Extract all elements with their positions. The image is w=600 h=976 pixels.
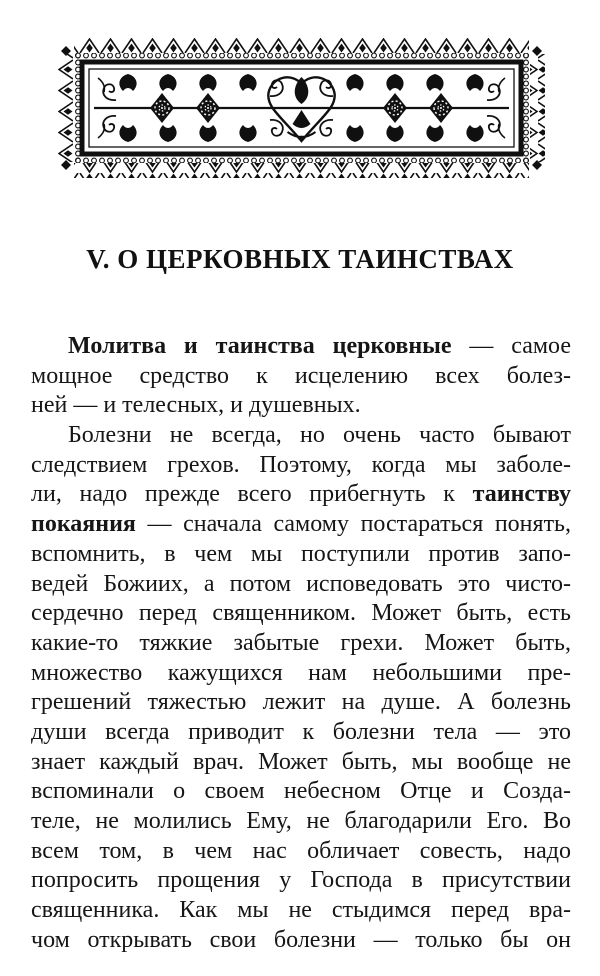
text-line: мощное средство к исцелению всех болез- <box>31 362 571 389</box>
text-line: души всегда приводит к болезни тела — это <box>31 718 571 745</box>
text-line: множество кажущихся нам небольшими пре- <box>31 659 571 686</box>
text-line: всем том, в чем нас обличает совесть, надо <box>31 837 571 864</box>
text-line: священника. Как мы не стыдимся перед вра- <box>31 897 571 924</box>
headpiece-ornament <box>58 38 545 178</box>
text-line: следствием грехов. Поэтому, когда мы заболе- <box>31 451 571 478</box>
text-line: Болезни не всегда, но очень часто бывают <box>68 422 571 449</box>
page-text <box>31 332 571 955</box>
text-line: ведей Божиих, а потом исповедовать это чисто- <box>31 570 571 597</box>
text-line: знает каждый врач. Может быть, мы вообще не <box>31 748 571 775</box>
text-line: вспомнить, в чем мы поступили против запо- <box>31 540 571 567</box>
text-line: попросить прощения у Господа в присутствии <box>31 867 571 894</box>
text-line: грешений тяжестью лежит на душе. А болезнь <box>31 689 571 716</box>
text-line: покаяния — сначала самому постараться понять, <box>31 511 571 538</box>
paragraph <box>31 421 571 955</box>
text-line: вспоминали о своем небесном Отце и Созда- <box>31 778 571 805</box>
text-line: ли, надо прежде всего прибегнуть к таинству <box>31 481 571 508</box>
text-line: сердечно перед священником. Может быть, есть <box>31 600 571 627</box>
text-line: какие-то тяжкие забытые грехи. Может быть, <box>31 629 571 656</box>
paragraph <box>31 332 571 421</box>
chapter-title: V. О ЦЕРКОВНЫХ ТАИНСТВАХ <box>86 244 514 274</box>
text-line: теле, не молились Ему, не благодарили Его. Во <box>31 808 571 834</box>
text-line: ней — и телесных, и душевных. <box>31 392 361 419</box>
text-line: Молитва и таинства церковные — самое <box>68 333 571 359</box>
text-line: чом открывать свои болезни — только бы он <box>31 926 571 953</box>
